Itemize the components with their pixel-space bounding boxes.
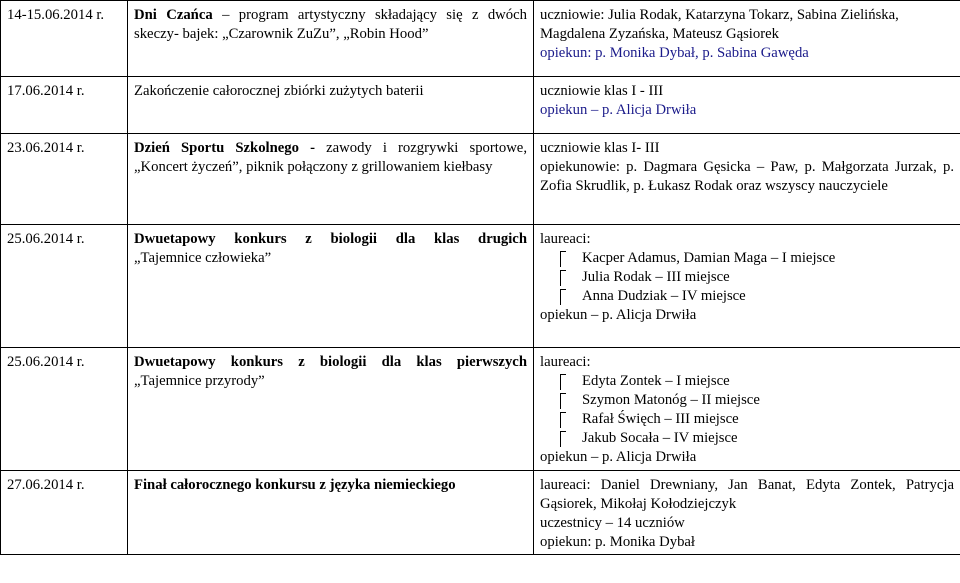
- event-description: „Tajemnice przyrody”: [134, 373, 265, 389]
- table-row: [1, 348, 960, 471]
- bracket-icon: [560, 251, 566, 267]
- table-row: [1, 77, 960, 134]
- event-description: – program artystyczny składający się z dwóch skeczy- bajek: „Czarownik ZuZu”, „Robin Hood”: [134, 7, 527, 42]
- participants-cell: [534, 134, 960, 225]
- participants-cell: [534, 225, 960, 348]
- supervisor-text: opiekun: p. Monika Dybał: [540, 534, 696, 550]
- event-description: „Tajemnice człowieka”: [134, 250, 272, 266]
- event-title: Dni Czańca: [134, 7, 213, 23]
- date-cell: 25.06.2014 r.: [1, 348, 128, 471]
- bracket-icon: [560, 393, 566, 409]
- participants-cell: [534, 471, 960, 555]
- table-row: [1, 471, 960, 555]
- supervisor-text: opiekun: p. Monika Dybał, p. Sabina Gawęda: [540, 45, 809, 61]
- list-item: Anna Dudziak – IV miejsce: [540, 287, 954, 306]
- table-row: [1, 225, 960, 348]
- event-cell: Zakończenie całorocznej zbiórki zużytych baterii: [128, 77, 534, 134]
- list-item: Kacper Adamus, Damian Maga – I miejsce: [540, 249, 954, 268]
- list-item: Edyta Zontek – I miejsce: [540, 372, 954, 391]
- list-item: Jakub Socała – IV miejsce: [540, 429, 954, 448]
- date-cell: 17.06.2014 r.: [1, 77, 128, 134]
- event-cell: [128, 134, 534, 225]
- bracket-icon: [560, 431, 566, 447]
- table-row: [1, 1, 960, 77]
- laureates-label: laureaci:: [540, 231, 591, 247]
- list-item: Rafał Święch – III miejsce: [540, 410, 954, 429]
- participants-cell: [534, 1, 960, 77]
- event-cell: [128, 1, 534, 77]
- event-cell: [128, 225, 534, 348]
- supervisor-text: opiekun – p. Alicja Drwiła: [540, 307, 697, 323]
- participants-text: uczniowie: Julia Rodak, Katarzyna Tokarz, Sabina Zielińska, Magdalena Zyzańska, Mateusz Gąsiorek: [540, 7, 899, 42]
- supervisor-text: opiekun – p. Alicja Drwiła: [540, 449, 697, 465]
- bracket-icon: [560, 289, 566, 305]
- laureates-label: laureaci:: [540, 354, 591, 370]
- date-cell: 14-15.06.2014 r.: [1, 1, 128, 77]
- supervisor-text: opiekunowie: p. Dagmara Gęsicka – Paw, p. Małgorzata Jurzak, p. Zofia Skrudlik, p. Łukasz Rodak oraz wszyscy nauczyciele: [540, 159, 954, 194]
- bracket-icon: [560, 374, 566, 390]
- event-description: zawody i rozgrywki sportowe, „Koncert życzeń”, piknik połączony z grillowaniem kiełbasy: [134, 140, 527, 175]
- bracket-icon: [560, 270, 566, 286]
- date-cell: 27.06.2014 r.: [1, 471, 128, 555]
- laureates-text: laureaci: Daniel Drewniany, Jan Banat, Edyta Zontek, Patrycja Gąsiorek, Mikołaj Kołodziejczyk: [540, 477, 954, 512]
- event-title: Dwuetapowy konkurs z biologii dla klas pierwszych: [134, 354, 527, 370]
- list-item: Szymon Matonóg – II miejsce: [540, 391, 954, 410]
- list-item: Julia Rodak – III miejsce: [540, 268, 954, 287]
- event-cell: [128, 471, 534, 555]
- participants-cell: [534, 348, 960, 471]
- event-title: Dzień Sportu Szkolnego -: [134, 140, 315, 156]
- contestants-text: uczestnicy – 14 uczniów: [540, 515, 685, 531]
- event-title: Finał całorocznego konkursu z języka niemieckiego: [134, 477, 456, 493]
- bracket-icon: [560, 412, 566, 428]
- event-cell: [128, 348, 534, 471]
- event-title: Dwuetapowy konkurs z biologii dla klas drugich: [134, 231, 527, 247]
- date-cell: 25.06.2014 r.: [1, 225, 128, 348]
- date-cell: 23.06.2014 r.: [1, 134, 128, 225]
- participants-text: uczniowie klas I- III: [540, 140, 660, 156]
- table-row: [1, 134, 960, 225]
- participants-cell: [534, 77, 960, 134]
- participants-text: uczniowie klas I - III: [540, 83, 664, 99]
- supervisor-text: opiekun – p. Alicja Drwiła: [540, 102, 697, 118]
